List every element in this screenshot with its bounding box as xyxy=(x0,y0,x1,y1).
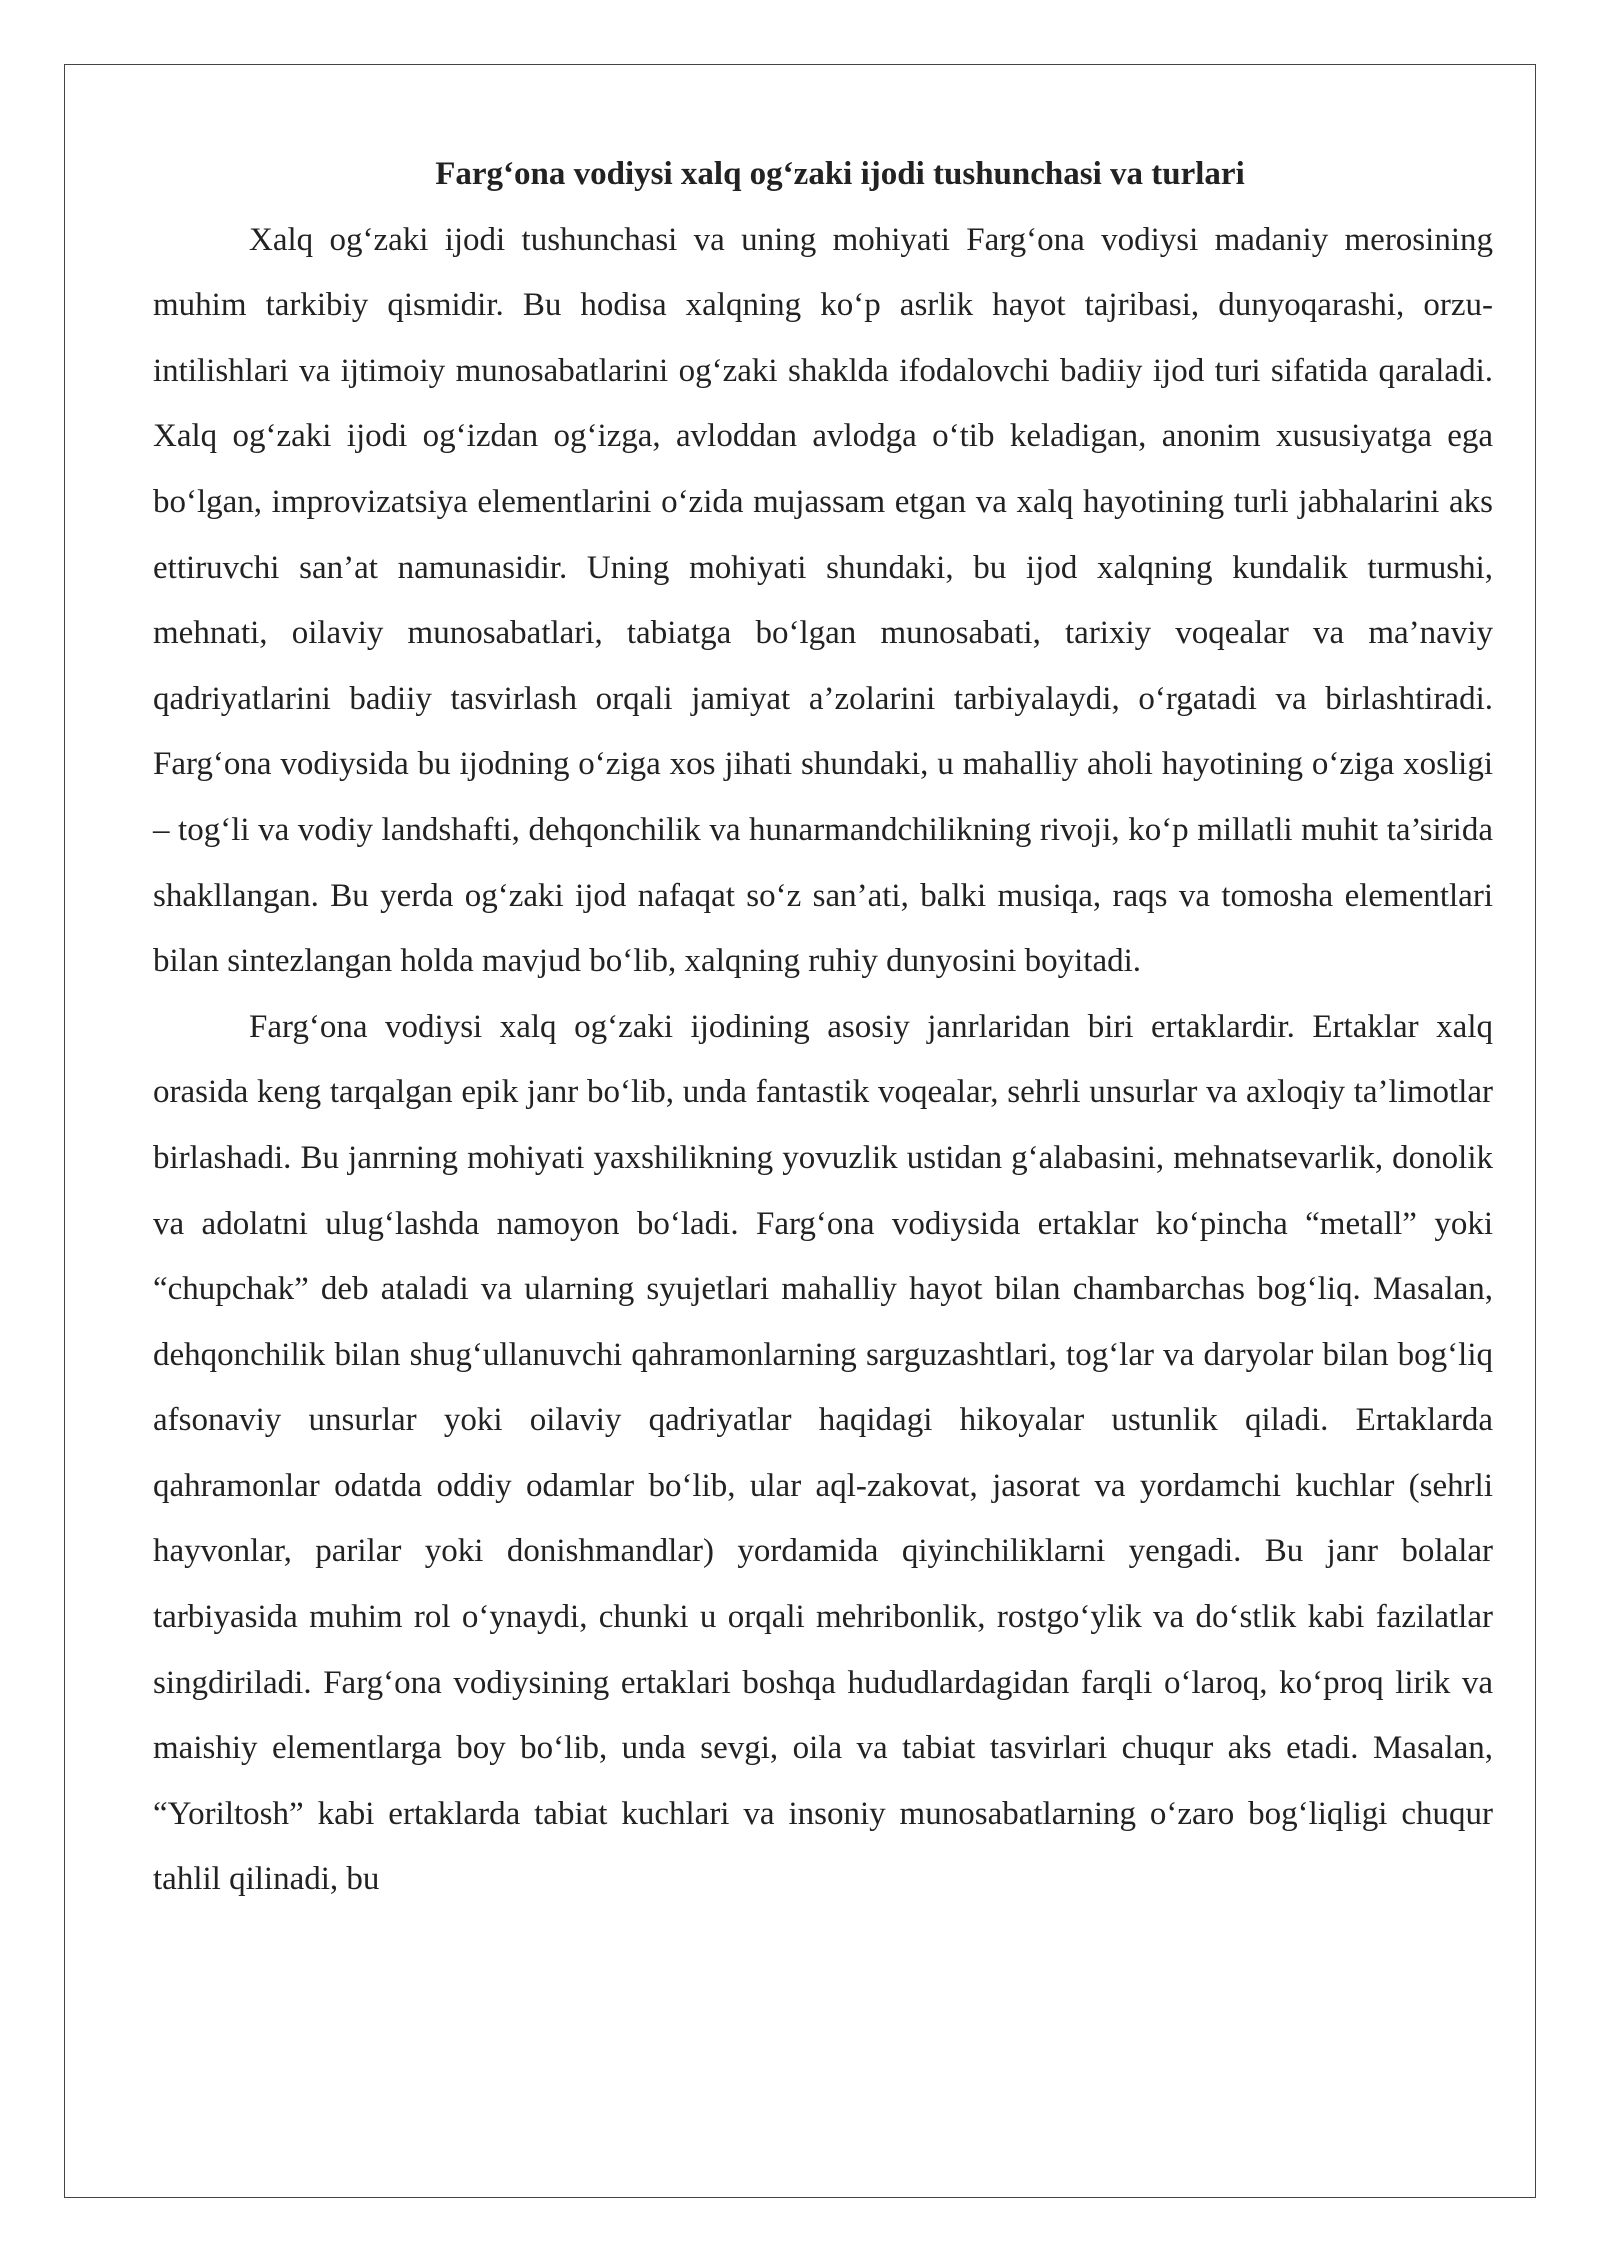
document-title: Farg‘ona vodiysi xalq og‘zaki ijodi tushunchasi va turlari xyxy=(435,156,1245,192)
document-body xyxy=(153,142,1493,1913)
paragraph-1: Xalq og‘zaki ijodi tushunchasi va uning mohiyati Farg‘ona vodiysi madaniy merosining muhim tarkibiy qismidir. Bu hodisa xalqning ko‘p asrlik hayot tajribasi, dunyoqarashi, orzu-intilishlari va ijtimoiy munosabatlarini og‘zaki shaklda ifodalovchi badiiy ijod turi sifatida qaraladi. Xalq og‘zaki ijodi og‘izdan og‘izga, avloddan avlodga o‘tib keladigan, anonim xususiyatga ega bo‘lgan, improvizatsiya elementlarini o‘zida mujassam etgan va xalq hayotining turli jabhalarini aks ettiruvchi san’at namunasidir. Uning mohiyati shundaki, bu ijod xalqning kundalik turmushi, mehnati, oilaviy munosabatlari, tabiatga bo‘lgan munosabati, tarixiy voqealar va ma’naviy qadriyatlarini badiiy tasvirlash orqali jamiyat a’zolarini tarbiyalaydi, o‘rgatadi va birlashtiradi. Farg‘ona vodiysida bu ijodning o‘ziga xos jihati shundaki, u mahalliy aholi hayotining o‘ziga xosligi – tog‘li va vodiy landshafti, dehqonchilik va hunarmandchilikning rivoji, ko‘p millatli muhit ta’sirida shakllangan. Bu yerda og‘zaki ijod nafaqat so‘z san’ati, balki musiqa, raqs va tomosha elementlari bilan sintezlangan holda mavjud bo‘lib, xalqning ruhiy dunyosini boyitadi. xyxy=(153,221,1493,980)
paragraph-2: Farg‘ona vodiysi xalq og‘zaki ijodining asosiy janrlaridan biri ertaklardir. Ertaklar xalq orasida keng tarqalgan epik janr bo‘lib, unda fantastik voqealar, sehrli unsurlar va axloqiy ta’limotlar birlashadi. Bu janrning mohiyati yaxshilikning yovuzlik ustidan g‘alabasini, mehnatsevarlik, donolik va adolatni ulug‘lashda namoyon bo‘ladi. Farg‘ona vodiysida ertaklar ko‘pincha “metall” yoki “chupchak” deb ataladi va ularning syujetlari mahalliy hayot bilan chambarchas bog‘liq. Masalan, dehqonchilik bilan shug‘ullanuvchi qahramonlarning sarguzashtlari, tog‘lar va daryolar bilan bog‘liq afsonaviy unsurlar yoki oilaviy qadriyatlar haqidagi hikoyalar ustunlik qiladi. Ertaklarda qahramonlar odatda oddiy odamlar bo‘lib, ular aql-zakovat, jasorat va yordamchi kuchlar (sehrli hayvonlar, parilar yoki donishmandlar) yordamida qiyinchiliklarni yengadi. Bu janr bolalar tarbiyasida muhim rol o‘ynaydi, chunki u orqali mehribonlik, rostgo‘ylik va do‘stlik kabi fazilatlar singdiriladi. Farg‘ona vodiysining ertaklari boshqa hududlardagidan farqli o‘laroq, ko‘proq lirik va maishiy elementlarga boy bo‘lib, unda sevgi, oila va tabiat tasvirlari chuqur aks etadi. Masalan, “Yoriltosh” kabi ertaklarda tabiat kuchlari va insoniy munosabatlarning o‘zaro bog‘liqligi chuqur tahlil qilinadi, bu xyxy=(153,1008,1493,1898)
